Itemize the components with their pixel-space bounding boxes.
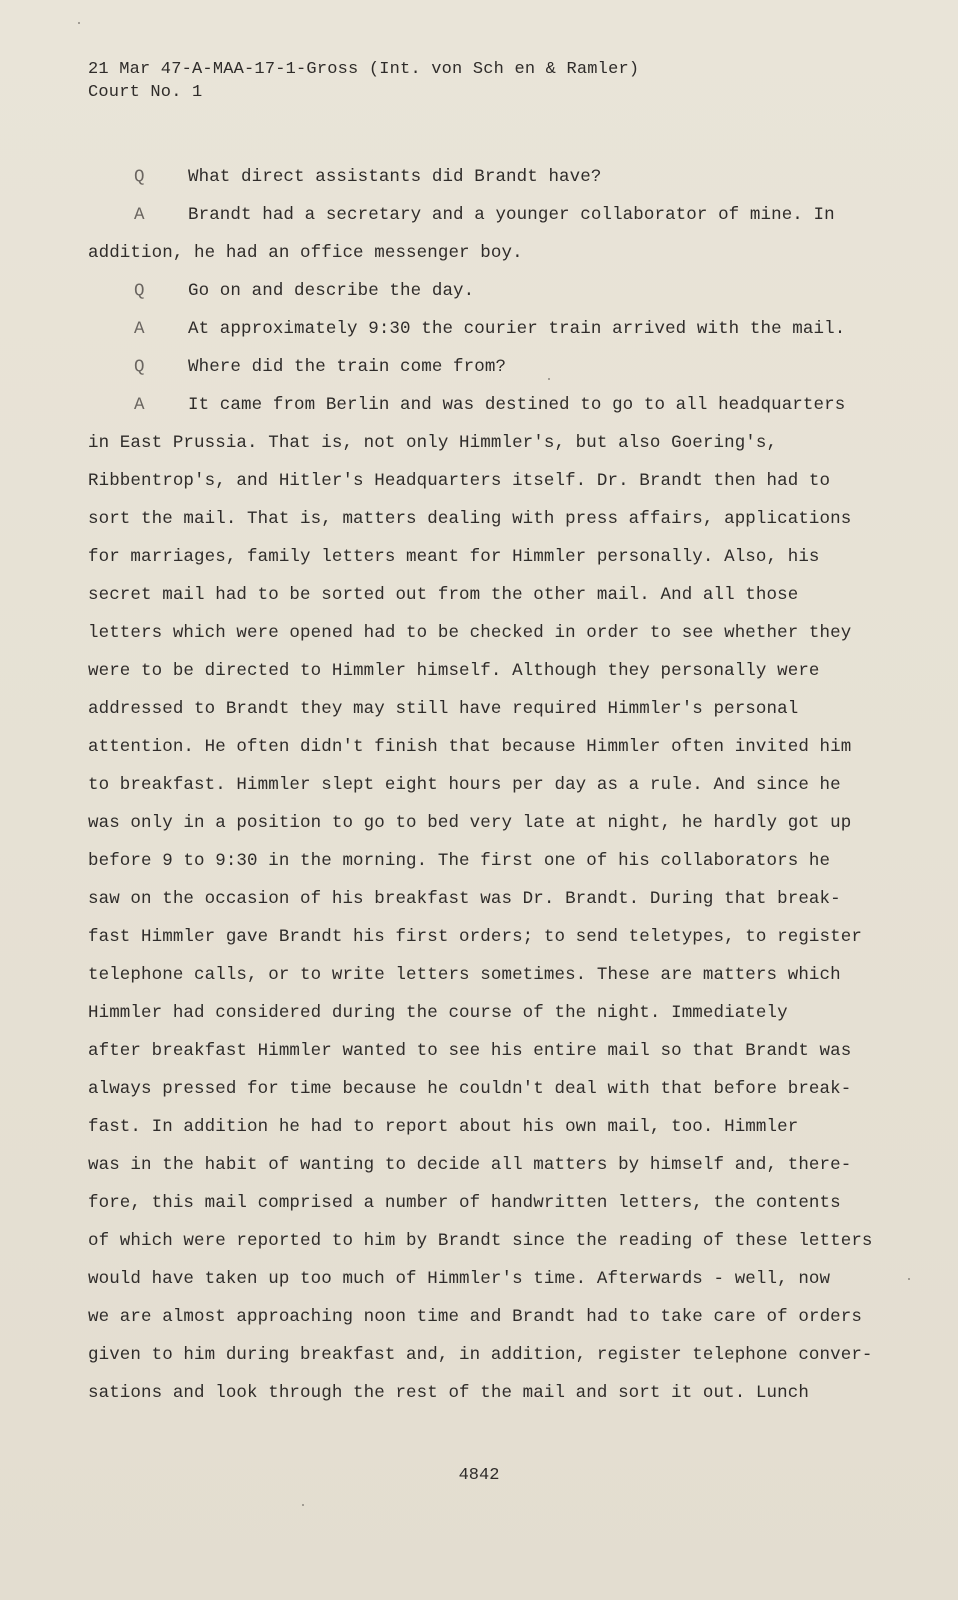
transcript-body [88, 158, 873, 1412]
transcript-line: in East Prussia. That is, not only Himmler's, but also Goering's, [88, 433, 778, 453]
transcript-line: fast. In addition he had to report about his own mail, too. Himmler [88, 1117, 799, 1137]
transcript-line: Himmler had considered during the course of the night. Immediately [88, 1003, 788, 1023]
transcript-line: Where did the train come from? [188, 357, 507, 377]
question-entry [88, 158, 858, 196]
speaker-label: Q [134, 357, 145, 377]
transcript-line: were to be directed to Himmler himself. Although they personally were [88, 661, 820, 681]
paper-speck [78, 22, 80, 24]
transcript-line: to breakfast. Himmler slept eight hours per day as a rule. And since he [88, 775, 841, 795]
paper-speck [908, 1278, 910, 1280]
answer-entry [88, 386, 858, 424]
case-reference: 21 Mar 47-A-MAA-17-1-Gross (Int. von Sch en & Ramler) [88, 60, 640, 79]
transcript-line: was in the habit of wanting to decide all matters by himself and, there- [88, 1155, 852, 1175]
speaker-label: Q [134, 281, 145, 301]
paper-speck [302, 1504, 304, 1506]
transcript-line: fore, this mail comprised a number of handwritten letters, the contents [88, 1193, 841, 1213]
transcript-line: At approximately 9:30 the courier train arrived with the mail. [188, 319, 846, 339]
speaker-label: A [134, 395, 145, 415]
transcript-line: of which were reported to him by Brandt since the reading of these letters [88, 1231, 873, 1251]
paper-speck [548, 378, 550, 380]
transcript-line: sations and look through the rest of the mail and sort it out. Lunch [88, 1383, 809, 1403]
answer-entry [88, 196, 858, 234]
transcript-line: sort the mail. That is, matters dealing with press affairs, applications [88, 509, 852, 529]
transcript-line: letters which were opened had to be checked in order to see whether they [88, 623, 852, 643]
transcript-line: after breakfast Himmler wanted to see his entire mail so that Brandt was [88, 1041, 852, 1061]
transcript-line: before 9 to 9:30 in the morning. The first one of his collaborators he [88, 851, 831, 871]
transcript-line: secret mail had to be sorted out from the other mail. And all those [88, 585, 799, 605]
transcript-line: always pressed for time because he couldn't deal with that before break- [88, 1079, 852, 1099]
transcript-line: addition, he had an office messenger boy. [88, 243, 523, 263]
transcript-line: Go on and describe the day. [188, 281, 475, 301]
transcript-line: attention. He often didn't finish that because Himmler often invited him [88, 737, 852, 757]
transcript-line: for marriages, family letters meant for Himmler personally. Also, his [88, 547, 820, 567]
transcript-line: What direct assistants did Brandt have? [188, 167, 602, 187]
speaker-label: Q [134, 167, 145, 187]
question-entry [88, 272, 858, 310]
speaker-label: A [134, 319, 145, 339]
answer-entry [88, 310, 858, 348]
transcript-line: we are almost approaching noon time and Brandt had to take care of orders [88, 1307, 862, 1327]
document-header [88, 58, 639, 104]
speaker-label: A [134, 205, 145, 225]
page-number: 4842 [458, 1466, 500, 1485]
transcript-line: would have taken up too much of Himmler's time. Afterwards - well, now [88, 1269, 831, 1289]
court-number: Court No. 1 [88, 83, 203, 102]
question-entry [88, 348, 858, 386]
transcript-line: It came from Berlin and was destined to go to all headquarters [188, 395, 846, 415]
transcript-line: Brandt had a secretary and a younger collaborator of mine. In [188, 205, 835, 225]
transcript-line: telephone calls, or to write letters sometimes. These are matters which [88, 965, 841, 985]
transcript-line: given to him during breakfast and, in addition, register telephone conver- [88, 1345, 873, 1365]
transcript-line: addressed to Brandt they may still have required Himmler's personal [88, 699, 799, 719]
transcript-line: was only in a position to go to bed very late at night, he hardly got up [88, 813, 852, 833]
transcript-line: saw on the occasion of his breakfast was Dr. Brandt. During that break- [88, 889, 841, 909]
transcript-line: fast Himmler gave Brandt his first orders; to send teletypes, to register [88, 927, 862, 947]
transcript-line: Ribbentrop's, and Hitler's Headquarters itself. Dr. Brandt then had to [88, 471, 831, 491]
